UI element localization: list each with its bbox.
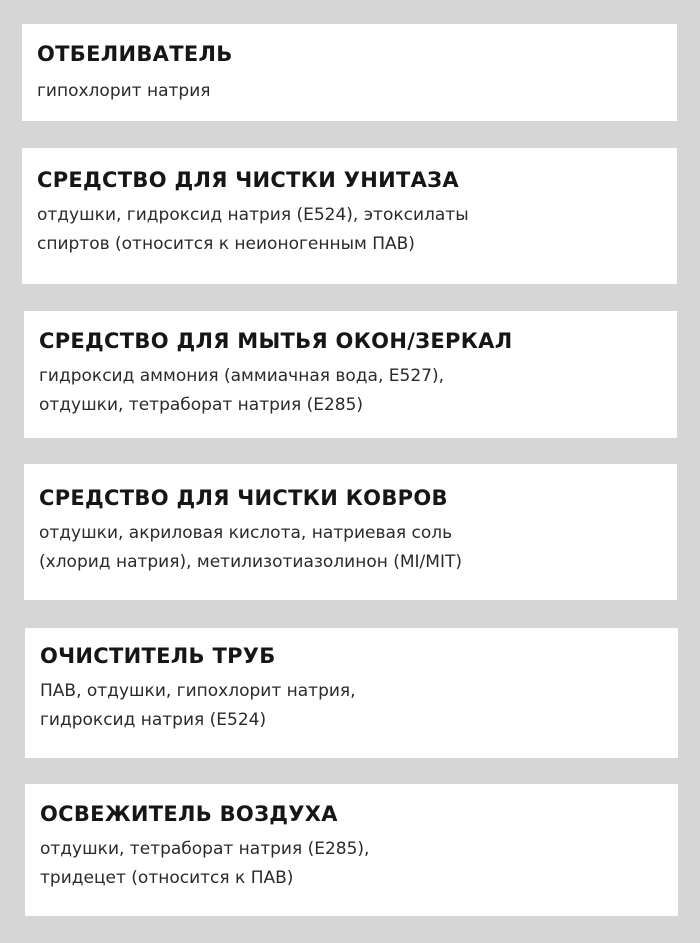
card-ingredients bbox=[39, 362, 665, 420]
card-title: ОЧИСТИТЕЛЬ ТРУБ bbox=[40, 644, 276, 668]
ingredients-line: гипохлорит натрия bbox=[37, 81, 211, 101]
ingredients-line: тридецет (относится к ПАВ) bbox=[40, 868, 294, 888]
card-drain-cleaner bbox=[25, 628, 678, 758]
card-title: СРЕДСТВО ДЛЯ ЧИСТКИ КОВРОВ bbox=[39, 486, 448, 510]
ingredients-line: гидроксид натрия (Е524) bbox=[40, 710, 267, 730]
ingredients-line: отдушки, тетраборат натрия (Е285), bbox=[40, 839, 370, 859]
card-ingredients bbox=[40, 677, 666, 735]
ingredients-line: отдушки, гидроксид натрия (Е524), этоксилаты bbox=[37, 205, 469, 225]
card-ingredients bbox=[37, 201, 665, 259]
card-title: СРЕДСТВО ДЛЯ ЧИСТКИ УНИТАЗА bbox=[37, 168, 459, 192]
card-bleach bbox=[22, 24, 677, 121]
ingredients-line: ПАВ, отдушки, гипохлорит натрия, bbox=[40, 681, 356, 701]
ingredients-line: гидроксид аммония (аммиачная вода, Е527), bbox=[39, 366, 445, 386]
ingredients-line: спиртов (относится к неионогенным ПАВ) bbox=[37, 234, 415, 254]
card-ingredients bbox=[39, 519, 665, 577]
card-title: ОТБЕЛИВАТЕЛЬ bbox=[37, 42, 233, 66]
card-window-cleaner bbox=[24, 311, 677, 438]
card-ingredients bbox=[40, 835, 666, 893]
card-title: СРЕДСТВО ДЛЯ МЫТЬЯ ОКОН/ЗЕРКАЛ bbox=[39, 329, 513, 353]
card-carpet-cleaner bbox=[24, 464, 677, 600]
ingredients-line: отдушки, тетраборат натрия (Е285) bbox=[39, 395, 364, 415]
card-air-freshener bbox=[25, 784, 678, 916]
ingredients-line: отдушки, акриловая кислота, натриевая соль bbox=[39, 523, 453, 543]
ingredients-line: (хлорид натрия), метилизотиазолинон (MI/MIT) bbox=[39, 552, 462, 572]
card-toilet-cleaner bbox=[22, 148, 677, 284]
card-title: ОСВЕЖИТЕЛЬ ВОЗДУХА bbox=[40, 802, 338, 826]
card-ingredients bbox=[37, 77, 665, 106]
